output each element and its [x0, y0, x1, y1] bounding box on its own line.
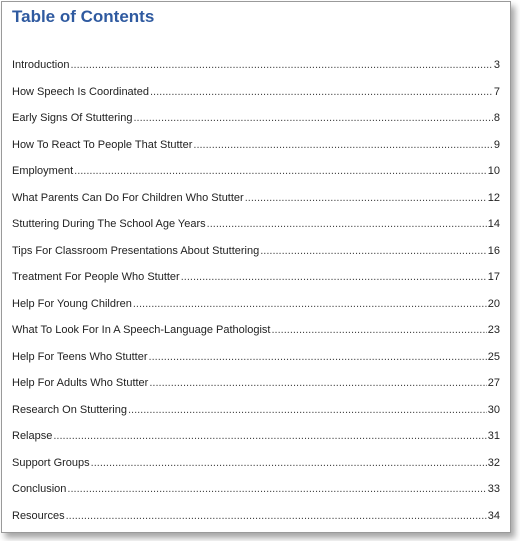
- toc-entry[interactable]: [12, 245, 500, 272]
- toc-page-number: 23: [487, 324, 500, 336]
- toc-entry[interactable]: [12, 404, 500, 431]
- toc-page-number: 33: [487, 483, 500, 495]
- document-page: [1, 1, 511, 533]
- toc-dot-leader: [66, 510, 487, 522]
- toc-entry-label: Help For Teens Who Stutter: [12, 350, 148, 363]
- toc-entry-label: How To React To People That Stutter: [12, 138, 193, 151]
- toc-page-number: 10: [487, 165, 500, 177]
- toc-dot-leader: [133, 298, 487, 310]
- toc-page-number: 12: [487, 191, 500, 204]
- toc-page-number: 34: [487, 509, 500, 522]
- toc-dot-leader: [245, 192, 487, 204]
- toc-dot-leader: [133, 112, 492, 124]
- toc-entry[interactable]: [12, 351, 500, 378]
- toc-entry-label: How Speech Is Coordinated: [12, 85, 149, 98]
- toc-page-number: 9: [493, 138, 500, 151]
- toc-entry[interactable]: [12, 457, 500, 484]
- toc-entry[interactable]: [12, 59, 500, 86]
- toc-dot-leader: [91, 457, 487, 469]
- toc-entry[interactable]: [12, 86, 500, 113]
- toc-entry-label: Conclusion: [12, 483, 67, 495]
- toc-entry-label: Research On Stuttering: [12, 403, 127, 416]
- toc-page-number: 3: [493, 59, 500, 71]
- toc-entry-label: Support Groups: [12, 456, 90, 469]
- toc-entry-label: Employment: [12, 165, 74, 177]
- toc-page-number: 14: [487, 218, 500, 230]
- toc-page-number: 32: [487, 456, 500, 469]
- toc-page-number: 7: [493, 85, 500, 98]
- toc-dot-leader: [271, 324, 486, 336]
- toc-entry[interactable]: [12, 218, 500, 245]
- toc-entry[interactable]: [12, 139, 500, 166]
- toc-entry-label: Help For Adults Who Stutter: [12, 377, 149, 389]
- toc-entry-label: Relapse: [12, 430, 53, 442]
- toc-entry-label: What To Look For In A Speech-Language Pathologist: [12, 324, 271, 336]
- toc-dot-leader: [149, 351, 487, 363]
- toc-page-number: 20: [487, 297, 500, 310]
- toc-entry-label: Early Signs Of Stuttering: [12, 112, 133, 124]
- toc-page-number: 17: [487, 271, 500, 283]
- toc-entry[interactable]: [12, 377, 500, 404]
- toc-entry[interactable]: [12, 271, 500, 298]
- toc-dot-leader: [53, 430, 486, 442]
- toc-dot-leader: [193, 139, 492, 151]
- toc-page-number: 30: [487, 403, 500, 416]
- toc-entry-label: What Parents Can Do For Children Who Stutter: [12, 191, 244, 204]
- toc-dot-leader: [260, 245, 487, 257]
- toc-entry-label: Tips For Classroom Presentations About Stuttering: [12, 244, 260, 257]
- toc-entry[interactable]: [12, 112, 500, 139]
- toc-entry-label: Treatment For People Who Stutter: [12, 271, 180, 283]
- toc-page-number: 31: [487, 430, 500, 442]
- toc-entry[interactable]: [12, 298, 500, 325]
- toc-page-number: 25: [487, 350, 500, 363]
- toc-dot-leader: [67, 483, 486, 495]
- toc-entry[interactable]: [12, 510, 500, 534]
- toc-entry-label: Introduction: [12, 59, 70, 71]
- table-of-contents: [12, 59, 500, 533]
- toc-dot-leader: [70, 59, 492, 71]
- toc-dot-leader: [149, 377, 486, 389]
- toc-dot-leader: [150, 86, 493, 98]
- toc-dot-leader: [207, 218, 487, 230]
- toc-entry-label: Stuttering During The School Age Years: [12, 218, 206, 230]
- toc-entry[interactable]: [12, 430, 500, 457]
- toc-entry-label: Resources: [12, 509, 65, 522]
- toc-page-number: 8: [493, 112, 500, 124]
- toc-entry[interactable]: [12, 165, 500, 192]
- toc-entry[interactable]: [12, 483, 500, 510]
- toc-dot-leader: [181, 271, 487, 283]
- toc-entry[interactable]: [12, 192, 500, 219]
- toc-page-number: 16: [487, 244, 500, 257]
- toc-dot-leader: [128, 404, 487, 416]
- toc-entry-label: Help For Young Children: [12, 297, 132, 310]
- page-title: Table of Contents: [12, 7, 155, 26]
- toc-entry[interactable]: [12, 324, 500, 351]
- toc-page-number: 27: [487, 377, 500, 389]
- toc-dot-leader: [74, 165, 487, 177]
